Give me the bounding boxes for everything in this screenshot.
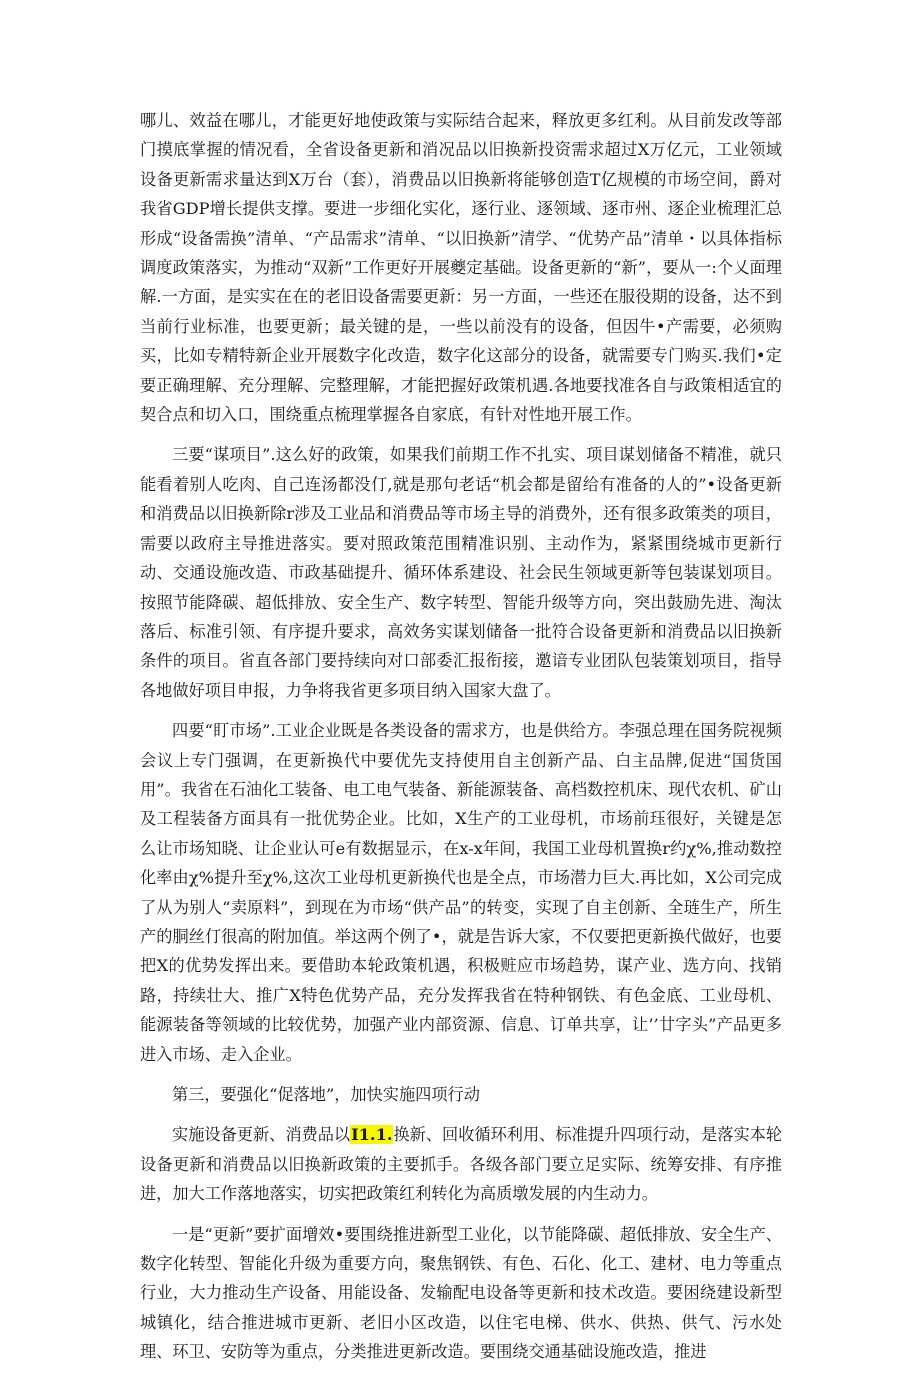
document-body <box>140 106 782 1378</box>
highlighted-text: I1.1. <box>351 1125 393 1145</box>
section-heading: 第三，要强化“促落地”，加快实施四项行动 <box>172 1085 480 1104</box>
paragraph-4 <box>140 1120 782 1208</box>
paragraph-3: 四要“盯市场”.工业企业既是各类设备的需求方，也是供给方。李强总理在国务院视频会议上专门强调，在更新换代中要优先支持使用自主创新产品、白主品牌,促进“国货国用”。我省在石油化工装备、电工电气装备、新能源装备、高档数控机床、现代农机、矿山及工程装备方面具有一批优势企业。比如，X生产的工业母机，市场前珏很好，关键是怎么让市场知晓、让企业认可e有数据显示，在x-x年间，我国工业母机置换r约χ%,推动数控化率由χ%提升至χ%,这次工业母机更新换代也是全点，市场潜力巨大.再比如，X公司完成了从为别人“卖原料”，到现在为市场“供产品”的转变，实现了自主创新、全琏生产，所生产的胴丝仃很高的附加值。举这两个例了•，就是告诉大家，不仅要把更新换代做好，也要把X的优势发挥出来。要借助本轮政策机遇，积极赃应市场趋势，谋产业、选方向、找销路，持续壮大、推广X特色优势产品，充分发挥我省在特种钢铁、有色金底、工业母机、能源装备等领域的比较优势，加强产业内部资源、信息、订单共享，让’’廿字头”产品更多进入市场、走入企业。 <box>140 721 782 1064</box>
paragraph-1: 哪儿、效益在哪儿，才能更好地使政策与实际结合起来，释放更多红利。从目前发改等部门摸底掌握的情况看，全省设备更新和消况品以旧换新投资需求超过X万亿元，工业领域设备更新需求量达到X万台（套），消费品以旧换新将能够创造T亿规模的市场空间，爵对我省GDP增长提供支撑。要进一步细化实化，逐行业、逐领域、逐市州、逐企业梳理汇总形成“设备需换”清单、“产品需求”清单、“以旧换新”清学、“优势产品”清单・以具体指标调度政策落实，为推动“双新”工作更好开展夔定基础。设备更新的“新”，要从一:个乂面理解.一方面，是实实在在的老旧设备需要更新：另一方面，一些还在服役期的设备，达不到当前行业标准，也要更新；最关键的是，一些以前没有的设备，但因牛•产需要，必须购买，比如专精特新企业开展数字化改造，数字化这部分的设备，就需要专门购买.我们•定要正确理解、充分理解、完整理解，才能把握好政策机遇.各地要找准各自与政策相适宜的契合点和切入口，围绕重点梳理掌握各自家底，有针对性地开展工作。 <box>140 111 782 425</box>
paragraph-2: 三要“谋项目”.这么好的政策，如果我们前期工作不扎实、项目谋划储备不精准，就只能看着别人吃肉、自己连汤都没仃,就是那句老话“机会都是留给有准备的人的”•设备更新和消费品以旧换新除r涉及工业品和消费品等市场主导的消费外，还有很多政策类的项目，需要以政府主导推进落实。要对照政策范围精准识别、主动作为，紧紧围绕城市更新行动、交通设施改造、市政基础提升、循环体系建设、社会民生领域更新等包装谋划项目。按照节能降碳、超低排放、安全生产、数字转型、智能升级等方向，突出鼓励先进、淘汰落后、标准引领、有序提升要求，高效务实谋划储备一批符合设备更新和消费品以旧换新条件的项目。省直各部门要持续向对口部委汇报衔接，邀谙专业团队包装策划项目，指导各地做好项目申报，力争将我省更多项目纳入国家大盘了。 <box>140 445 782 700</box>
paragraph-4-end: 换新、回收循环利用、标准提升四项行动，是落实本轮设备更新和消费品以旧换新政策的主要抓手。各级各部门要立足实际、统筹安排、有序推进，加大工作落地落实，切实把政策红利转化为高质墩发展的内生动力。 <box>140 1125 783 1204</box>
paragraph-4-start: 实施设备更新、消费品以 <box>172 1125 351 1145</box>
paragraph-5: 一是“更新”要扩面增效•要围绕推进新型工业化，以节能降碳、超低排放、安全生产、数字化转型、智能化升级为重要方向，聚焦钢铁、有色、石化、化工、建材、电力等重点行业，大力推动生产设备、用能设备、发输配电设备等更新和技术改造。要困绕建设新型城镇化，结合推进城市更新、老旧小区改造，以住宅电梯、供水、供热、供气、污水处理、环卫、安防等为重点，分类推进更新改造。要围绕交通基础设施改造，推进 <box>140 1224 782 1362</box>
